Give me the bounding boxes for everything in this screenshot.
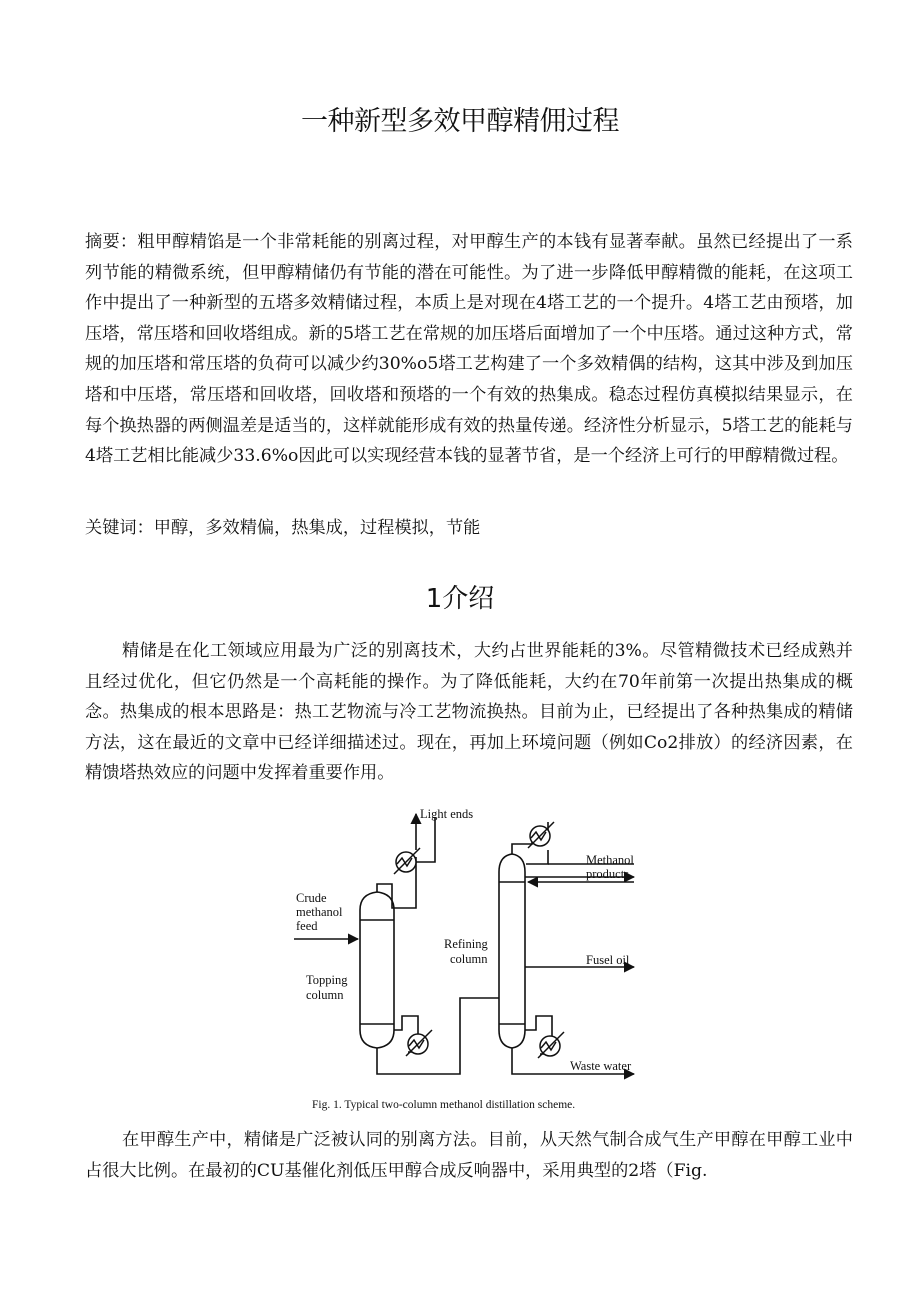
label-fusel-oil: Fusel oil [586,953,630,967]
abstract-paragraph: 摘要：粗甲醇精馅是一个非常耗能的别离过程，对甲醇生产的本钱有显著奉献。虽然已经提出了一系列节能的精微系统，但甲醇精储仍有节能的潜在可能性。为了进一步降低甲醇精微的能耗，在这项工作中提出了一种新型的五塔多效精储过程，本质上是对现在4塔工艺的一个提升。4塔工艺由预塔，加压塔，常压塔和回收塔组成。新的5塔工艺在常规的加压塔后面增加了一个中压塔。通过这种方式，常规的加压塔和常压塔的负荷可以减少约30%o5塔工艺构建了一个多效精偶的结构，这其中涉及到加压塔和中压塔，常压塔和回收塔，回收塔和预塔的一个有效的热集成。稳态过程仿真模拟结果显示，在每个换热器的两侧温差是适当的，这样就能形成有效的热量传递。经济性分析显示，5塔工艺的能耗与4塔工艺相比能减少33.6%o因此可以实现经营本钱的显著节省，是一个经济上可行的甲醇精微过程。 [85,232,853,467]
document-title: 一种新型多效甲醇精佣过程 [301,106,619,137]
label-methanol-2: products [586,867,630,881]
heat-exchanger-icon [528,822,554,848]
label-waste-water: Waste water [570,1059,632,1073]
label-crude-2: methanol [296,905,343,919]
label-crude-1: Crude [296,891,327,905]
label-refining-2: column [450,952,488,966]
label-crude-3: feed [296,919,318,933]
refining-column-vessel [499,854,525,1048]
heat-exchanger-icon [538,1032,564,1058]
section-heading-introduction: 1介绍 [425,584,495,614]
label-methanol-1: Methanol [586,853,634,867]
label-refining-1: Refining [444,937,488,951]
intro-paragraph: 精储是在化工领域应用最为广泛的别离技术，大约占世界能耗的3%。尽管精微技术已经成熟并且经过优化，但它仍然是一个高耗能的操作。为了降低能耗，大约在70年前第一次提出热集成的概念。热集成的根本思路是：热工艺物流与冷工艺物流换热。目前为止，已经提出了各种热集成的精储方法，这在最近的文章中已经详细描述过。现在，再加上环境问题（例如Co2排放）的经济因素，在精馈塔热效应的问题中发挥着重要作用。 [85,641,853,784]
heat-exchanger-icon [406,1030,432,1056]
label-topping-2: column [306,988,344,1002]
keywords-line: 关键词：甲醇，多效精偏，热集成，过程模拟，节能 [85,518,481,538]
label-topping-1: Topping [306,973,348,987]
label-light-ends: Light ends [420,807,474,821]
figure-caption: Fig. 1. Typical two-column methanol distillation scheme. [312,1099,576,1111]
second-paragraph: 在甲醇生产中，精储是广泛被认同的别离方法。目前，从天然气制合成气生产甲醇在甲醇工业中占很大比例。在最初的CU基催化剂低压甲醇合成反响器中，采用典型的2塔（Fig. [85,1130,853,1181]
figure-distillation-scheme [290,802,650,1120]
